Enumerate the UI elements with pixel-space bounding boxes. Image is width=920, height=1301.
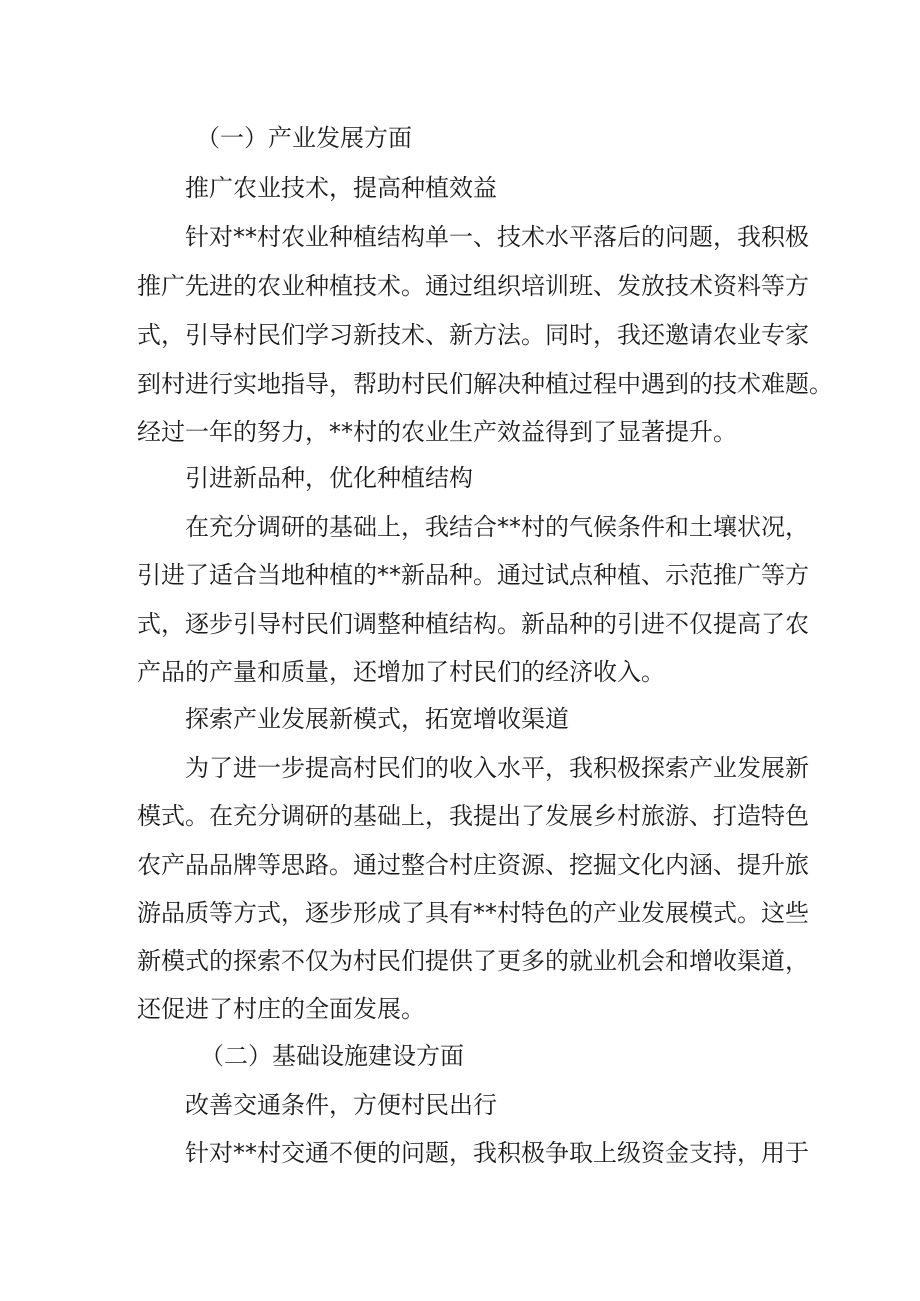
paragraph-line: 针对**村交通不便的问题，我积极争取上级资金支持，用于 <box>185 1139 809 1167</box>
subheading: 探索产业发展新模式，拓宽增收渠道 <box>185 705 569 733</box>
paragraph-line: 还促进了村庄的全面发展。 <box>137 995 425 1023</box>
paragraph-line: 为了进一步提高村民们的收入水平，我积极探索产业发展新 <box>185 754 809 782</box>
paragraph-line: 式，引导村民们学习新技术、新方法。同时，我还邀请农业专家 <box>137 321 809 349</box>
subheading: 改善交通条件，方便村民出行 <box>185 1091 497 1119</box>
paragraph-line: 针对**村农业种植结构单一、技术水平落后的问题，我积极 <box>185 223 809 251</box>
paragraph-line: 推广先进的农业种植技术。通过组织培训班、发放技术资料等方 <box>137 272 809 300</box>
paragraph-line: 游品质等方式，逐步形成了具有**村特色的产业发展模式。这些 <box>137 899 809 927</box>
paragraph-line: 经过一年的努力，**村的农业生产效益得到了显著提升。 <box>137 418 737 446</box>
paragraph-line: 新模式的探索不仅为村民们提供了更多的就业机会和增收渠道， <box>137 947 809 975</box>
paragraph-line: 农产品品牌等思路。通过整合村庄资源、挖掘文化内涵、提升旅 <box>137 851 809 879</box>
section-heading: （一）产业发展方面 <box>196 124 412 152</box>
paragraph-line: 模式。在充分调研的基础上，我提出了发展乡村旅游、打造特色 <box>137 802 809 830</box>
paragraph-line: 式，逐步引导村民们调整种植结构。新品种的引进不仅提高了农 <box>137 610 809 638</box>
subheading: 引进新品种，优化种植结构 <box>185 464 473 492</box>
paragraph-line: 引进了适合当地种植的**新品种。通过试点种植、示范推广等方 <box>137 561 809 589</box>
paragraph-line: 在充分调研的基础上，我结合**村的气候条件和土壤状况， <box>185 513 809 541</box>
paragraph-line: 产品的产量和质量，还增加了村民们的经济收入。 <box>137 658 665 686</box>
paragraph-line: 到村进行实地指导，帮助村民们解决种植过程中遇到的技术难题。 <box>137 370 833 398</box>
section-heading: （二）基础设施建设方面 <box>200 1042 464 1070</box>
subheading: 推广农业技术，提高种植效益 <box>185 174 497 202</box>
